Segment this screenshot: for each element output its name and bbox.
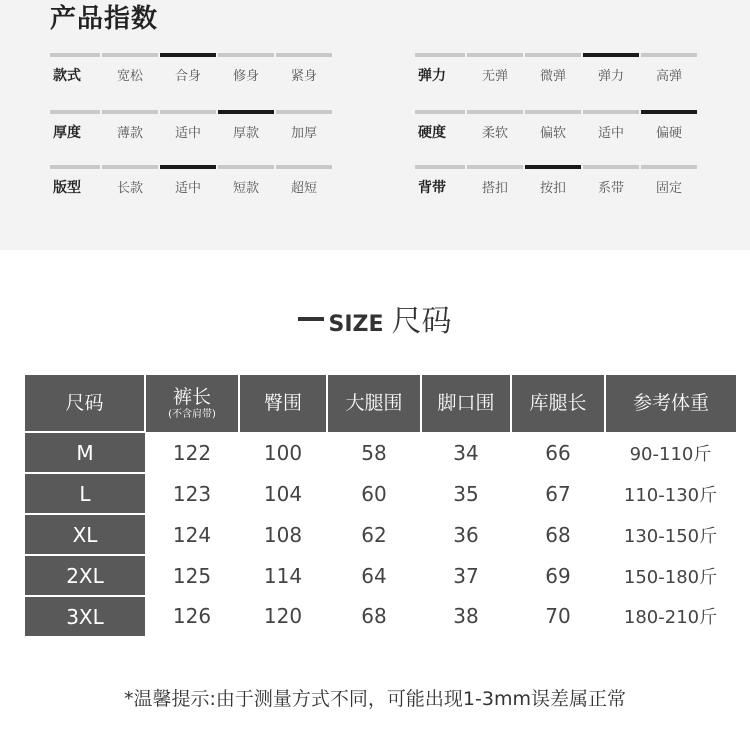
size-label-cell: 2XL <box>25 555 145 596</box>
size-table-column-header <box>421 375 511 432</box>
table-cell: 68 <box>361 604 387 628</box>
table-cell: 36 <box>453 522 479 547</box>
size-table-column-header <box>327 375 421 432</box>
index-indicator-active <box>160 165 216 169</box>
index-option: 偏硬 <box>655 126 682 141</box>
table-row <box>25 555 736 596</box>
index-option: 系带 <box>597 181 624 196</box>
index-option: 厚款 <box>232 126 259 141</box>
table-cell: 66 <box>545 440 571 465</box>
index-row-track <box>415 110 465 114</box>
index-indicator <box>102 110 158 114</box>
index-option: 紧身 <box>290 69 317 84</box>
index-indicator-active <box>525 165 581 169</box>
header-label: 裤长 <box>172 385 211 408</box>
index-row <box>415 53 697 87</box>
table-cell: 69 <box>545 563 571 588</box>
table-cell: 120 <box>263 604 303 628</box>
header-label: 大腿围 <box>345 392 403 415</box>
table-row <box>25 596 736 636</box>
index-indicator <box>583 165 639 169</box>
index-option: 无弹 <box>481 69 508 84</box>
table-cell: 60 <box>361 481 387 506</box>
index-indicator <box>160 110 216 114</box>
index-row <box>50 53 332 87</box>
size-title-en: SIZE <box>328 312 384 337</box>
index-indicator <box>641 165 697 169</box>
index-row <box>50 110 332 144</box>
index-option: 偏软 <box>539 126 566 141</box>
table-cell: 126 <box>172 604 212 628</box>
table-cell: 70 <box>545 604 571 628</box>
index-option: 固定 <box>655 181 682 196</box>
table-cell: 130-150斤 <box>623 525 718 547</box>
index-row-track <box>50 165 100 169</box>
index-row-track <box>415 165 465 169</box>
table-cell: 104 <box>263 481 303 506</box>
index-row-track <box>50 53 100 57</box>
size-table-header <box>25 375 736 432</box>
index-row-track <box>415 53 465 57</box>
index-indicator-active <box>218 110 274 114</box>
size-section-title <box>0 296 750 340</box>
index-row-track <box>50 110 100 114</box>
index-option: 弹力 <box>597 69 624 84</box>
header-label: 脚口围 <box>437 392 495 415</box>
index-option: 长款 <box>116 181 143 196</box>
index-option: 微弹 <box>539 69 566 84</box>
index-option: 高弹 <box>655 69 682 84</box>
index-indicator <box>467 110 523 114</box>
header-label: 参考体重 <box>632 392 709 415</box>
title-dash <box>298 317 324 321</box>
header-sublabel: (不含肩带) <box>168 409 216 421</box>
index-option: 超短 <box>290 181 317 196</box>
index-option: 适中 <box>174 126 201 141</box>
index-indicator <box>641 53 697 57</box>
index-option: 加厚 <box>290 126 317 141</box>
index-option: 短款 <box>232 181 259 196</box>
table-cell: 37 <box>453 563 479 588</box>
table-cell: 35 <box>453 481 479 506</box>
table-cell: 58 <box>361 440 387 465</box>
index-row <box>415 165 697 199</box>
size-title-cn: 尺码 <box>391 304 452 339</box>
index-indicator <box>276 165 332 169</box>
size-table <box>25 375 736 636</box>
index-row-label: 款式 <box>53 68 81 84</box>
index-option: 按扣 <box>539 181 566 196</box>
index-row-label: 硬度 <box>418 125 446 141</box>
index-indicator <box>102 165 158 169</box>
index-row <box>50 165 332 199</box>
index-indicator <box>583 110 639 114</box>
index-option: 搭扣 <box>481 181 508 196</box>
size-label-cell: M <box>25 432 145 473</box>
index-row <box>415 110 697 144</box>
table-cell: 90-110斤 <box>629 443 712 465</box>
size-table-column-header <box>145 375 239 432</box>
table-cell: 124 <box>172 522 212 547</box>
size-table-column-header <box>239 375 327 432</box>
table-row <box>25 473 736 514</box>
index-indicator <box>525 53 581 57</box>
table-row <box>25 432 736 473</box>
measurement-note: *温馨提示:由于测量方式不同，可能出现1-3mm误差属正常 <box>124 688 626 710</box>
table-cell: 34 <box>453 440 479 465</box>
table-cell: 125 <box>172 563 212 588</box>
index-option: 柔软 <box>481 126 508 141</box>
index-indicator <box>102 53 158 57</box>
index-row-label: 版型 <box>53 180 81 196</box>
index-indicator-active <box>583 53 639 57</box>
table-cell: 62 <box>361 522 387 547</box>
index-row-label: 厚度 <box>53 125 81 141</box>
index-indicator <box>218 53 274 57</box>
table-cell: 180-210斤 <box>623 607 718 628</box>
table-cell: 38 <box>453 604 479 628</box>
table-row <box>25 514 736 555</box>
index-indicator <box>276 110 332 114</box>
index-option: 修身 <box>232 69 259 84</box>
index-indicator <box>467 165 523 169</box>
index-indicator <box>467 53 523 57</box>
product-index-title: 产品指数 <box>50 4 159 34</box>
index-option: 合身 <box>174 69 201 84</box>
table-cell: 68 <box>545 522 571 547</box>
index-indicator <box>276 53 332 57</box>
header-label: 尺码 <box>65 391 104 414</box>
product-index-section <box>0 0 750 250</box>
index-row-label: 弹力 <box>418 68 446 84</box>
size-label-cell: XL <box>25 514 145 555</box>
index-row-label: 背带 <box>418 180 446 196</box>
index-option: 适中 <box>597 126 624 141</box>
table-cell: 100 <box>263 440 303 465</box>
index-option: 薄款 <box>116 126 143 141</box>
index-indicator-active <box>641 110 697 114</box>
table-cell: 122 <box>172 440 212 465</box>
size-table-column-header <box>25 375 145 432</box>
table-cell: 64 <box>361 563 387 588</box>
index-option: 适中 <box>174 181 201 196</box>
size-label-cell: L <box>25 473 145 514</box>
table-cell: 108 <box>263 522 303 547</box>
size-table-column-header <box>605 375 736 432</box>
size-label-cell: 3XL <box>25 596 145 636</box>
table-cell: 67 <box>545 481 571 506</box>
size-table-column-header <box>511 375 605 432</box>
index-option: 宽松 <box>116 69 143 84</box>
table-cell: 123 <box>172 481 212 506</box>
header-label: 臀围 <box>263 392 302 415</box>
index-indicator <box>525 110 581 114</box>
table-cell: 110-130斤 <box>623 484 718 506</box>
table-cell: 150-180斤 <box>623 566 718 588</box>
table-cell: 114 <box>263 563 303 588</box>
index-indicator-active <box>160 53 216 57</box>
index-indicator <box>218 165 274 169</box>
header-label: 库腿长 <box>529 392 587 415</box>
